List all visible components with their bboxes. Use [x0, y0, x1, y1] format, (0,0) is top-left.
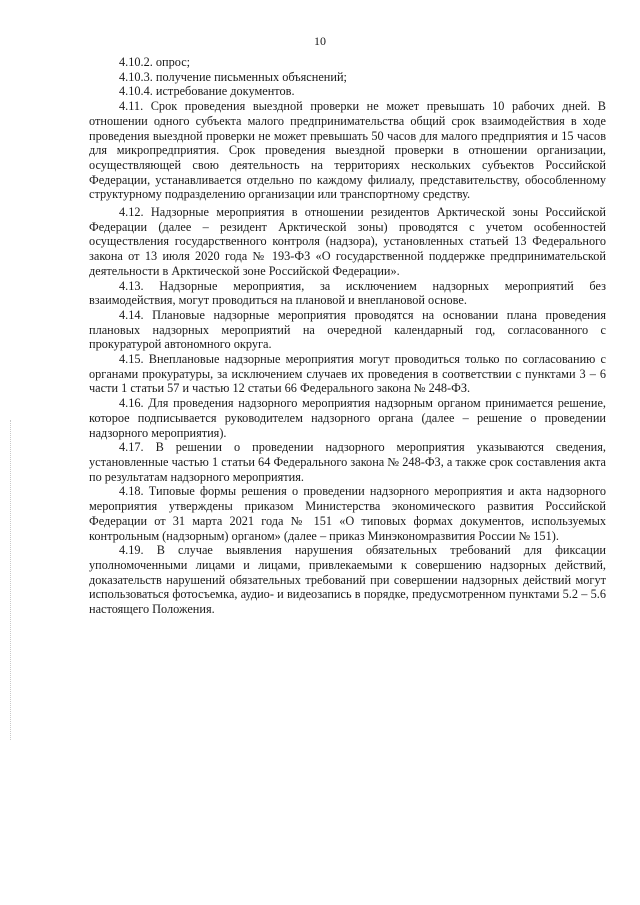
scan-edge-mark — [10, 420, 11, 740]
paragraph-4-16: 4.16. Для проведения надзорного мероприятия надзорным органом принимается решение, которое подписывается руководителем надзорного органа (далее – решение о проведении надзорного мероприятия). — [89, 396, 606, 440]
paragraph-4-14: 4.14. Плановые надзорные мероприятия проводятся на основании плана проведения плановых надзорных мероприятий на очередной календарный год, согласованного с прокуратурой автономного округа. — [89, 307, 606, 352]
paragraph-4-11: 4.11. Срок проведения выездной проверки не может превышать 10 рабочих дней. В отношении одного субъекта малого предпринимательства общий срок взаимодействия в ходе проведения выездной проверки не может превышать 50 часов для малого предприятия и 15 часов для микропредприятия. Срок проведения выездной проверки в отношении организации, осуществляющей свою деятельность на территориях нескольких субъектов Российской Федерации, устанавливается отдельно по каждому филиалу, представительству, обособленному структурному подразделению организации или транспортному средству. — [89, 99, 606, 202]
paragraph-4-18: 4.18. Типовые формы решения о проведении надзорного мероприятия и акта надзорного мероприятия утверждены приказом Министерства экономического развития Российской Федерации от 31 марта 2021 года № 151 «О типовых формах документов, используемых контрольным (надзорным) органом» (далее – приказ Минэкономразвития России № 151). — [89, 484, 606, 543]
document-body — [89, 55, 606, 617]
paragraph-4-10-4: 4.10.4. истребование документов. — [119, 84, 295, 99]
page-number: 10 — [314, 34, 326, 48]
paragraph-4-13: 4.13. Надзорные мероприятия, за исключением надзорных мероприятий без взаимодействия, могут проводиться на плановой и внеплановой основе. — [89, 278, 606, 308]
paragraph-4-12: 4.12. Надзорные мероприятия в отношении резидентов Арктической зоны Российской Федерации (далее – резидент Арктической зоны) проводятся с учетом особенностей осуществления государственного контроля (надзора), установленных статьей 13 Федерального закона от 13 июля 2020 года № 193-ФЗ «О государственной поддержке предпринимательской деятельности в Арктической зоне Российской Федерации». — [89, 205, 606, 278]
paragraph-4-10-3: 4.10.3. получение письменных объяснений; — [119, 69, 347, 84]
paragraph-4-15: 4.15. Внеплановые надзорные мероприятия могут проводиться только по согласованию с органами прокуратуры, за исключением случаев их проведения в соответствии с пунктами 3 – 6 части 1 статьи 57 и частью 12 статьи 66 Федерального закона № 248-ФЗ. — [89, 352, 606, 396]
paragraph-4-17: 4.17. В решении о проведении надзорного мероприятия указываются сведения, установленные частью 1 статьи 64 Федерального закона № 248-ФЗ, а также срок составления акта по результатам надзорного мероприятия. — [89, 440, 606, 484]
paragraph-4-10-2: 4.10.2. опрос; — [119, 55, 191, 69]
paragraph-4-19: 4.19. В случае выявления нарушения обязательных требований для фиксации уполномоченными лицами и лицами, привлекаемыми к совершению надзорных действий, доказательств нарушений обязательных требований при совершении надзорных действий могут использоваться фотосъемка, аудио- и видеозапись в порядке, предусмотренном пунктами 5.2 – 5.6 настоящего Положения. — [89, 543, 606, 617]
